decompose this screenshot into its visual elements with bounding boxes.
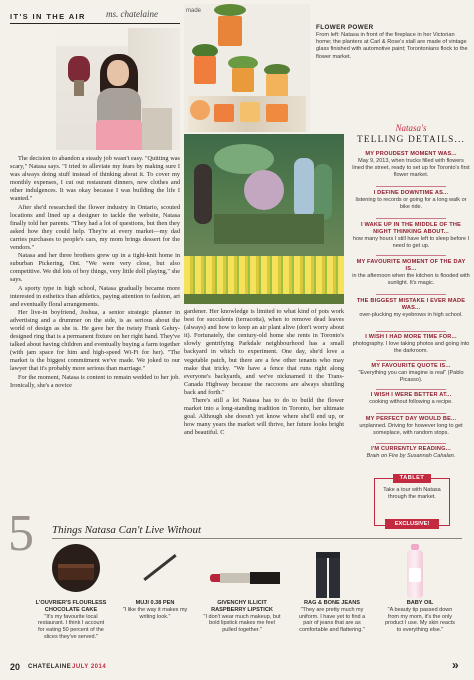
section-script-label: ms. chatelaine bbox=[106, 9, 158, 19]
product-description: "They are pretty much my uniform. I have yet to find a pair of jeans that are as comfortable and flattering." bbox=[298, 606, 366, 633]
lipstick-image bbox=[210, 566, 280, 588]
product-item bbox=[34, 600, 108, 640]
sidebar-item-body: in the afternoon when the kitchen is flooded with sunlight. It's magic. bbox=[352, 273, 470, 286]
product-item bbox=[294, 600, 370, 634]
sidebar-item bbox=[352, 416, 470, 437]
sidebar-item-heading: I'M CURRENTLY READING... bbox=[371, 446, 451, 452]
sidebar-divider bbox=[376, 443, 446, 444]
sidebar-item-heading: MY FAVOURITE QUOTE IS... bbox=[371, 363, 451, 369]
sidebar-divider bbox=[376, 331, 446, 332]
sidebar-divider bbox=[376, 218, 446, 219]
sidebar-item bbox=[352, 392, 470, 406]
sidebar-item-body: how many hours I still have left to sleep before I need to get up. bbox=[352, 236, 470, 249]
product-title: GIVENCHY ILLICIT RASPBERRY LIPSTICK bbox=[211, 600, 273, 613]
sidebar-item bbox=[352, 363, 470, 384]
product-description: "A beauty tip passed down from my mom, it's the only product I use. My skin reacts to everything else." bbox=[385, 606, 455, 633]
sidebar-item-heading: I DEFINE DOWNTIME AS... bbox=[373, 190, 449, 196]
sidebar-item-body: listening to records or going for a long walk or bike ride. bbox=[355, 197, 467, 210]
caption-body: From left: Natasa in front of the fireplace in her Victorian home; the planters at Carl & Rose's stall are made of vintage glass finished with automotive paint; Torontonians flock to the flower market. bbox=[316, 32, 468, 60]
product-title: RAG & BONE JEANS bbox=[304, 600, 360, 606]
sidebar-item-heading: MY PROUDEST MOMENT WAS... bbox=[365, 151, 457, 157]
planters-photo bbox=[184, 4, 310, 132]
product-title: L'OUVRIER'S FLOURLESS CHOCOLATE CAKE bbox=[35, 600, 107, 613]
portrait-photo bbox=[56, 28, 180, 150]
sidebar-item-body: "Everything you can imagine is real" (Pablo Picasso). bbox=[358, 370, 464, 383]
article-paragraph: There's still a lot Natasa has to do to build the flower market into a long-standing tradition in Toronto, her ultimate goal. Although she doesn't yet know where she'll end up, or how many years the market will thrive, her future looks bright and beautiful. C bbox=[184, 397, 344, 437]
article-paragraph: A sporty type in high school, Natasa gradually became more interested in esthetics than athletics, paying attention to fashion, art and eventually floral arrangements. bbox=[10, 284, 180, 308]
sidebar-item-heading: MY PERFECT DAY WOULD BE... bbox=[365, 416, 457, 422]
article-paragraph: For the moment, Natasa is content to remain wedded to her job. Ironically, she's a novice bbox=[10, 373, 180, 389]
article-paragraph: Her live-in boyfriend, Joshua, a senior strategic planner in advertising and a drummer on the side, is as serious about the world of design as she is. He gave her the twisty Frank Gehry-designed ring that is a permanent fixture on her right hand. They've talked about having children and eventually buying a farm together (with jam space for him and high-speed Wi-Fi for her). "The market is the biggest commitment we've made. We joked to our lawyer that it's probably more serious than marriage." bbox=[10, 308, 180, 373]
page-number: 20 bbox=[10, 662, 21, 672]
product-item bbox=[202, 600, 282, 634]
tablet-label: TABLET bbox=[393, 474, 431, 483]
small-label: made bbox=[186, 8, 202, 14]
product-item bbox=[382, 600, 458, 634]
sidebar-divider bbox=[376, 294, 446, 295]
sidebar-item bbox=[352, 259, 470, 287]
sidebar-divider bbox=[376, 389, 446, 390]
caption-title: FLOWER POWER bbox=[316, 24, 374, 31]
market-photo bbox=[184, 134, 344, 304]
sidebar-title: TELLING DETAILS... bbox=[356, 135, 466, 145]
things-divider bbox=[52, 538, 462, 539]
sidebar-item bbox=[352, 190, 470, 211]
sidebar-item bbox=[352, 446, 470, 460]
pen-image bbox=[143, 554, 176, 581]
tablet-callout[interactable] bbox=[374, 475, 450, 527]
section-header: IT'S IN THE AIR bbox=[10, 12, 86, 21]
product-description: "It's my favourite local restaurant. I think I account for eating 50 percent of the slices they've served." bbox=[37, 613, 105, 640]
tablet-body: Take a tour with Natasa through the market. bbox=[383, 487, 441, 500]
sidebar-item-body: May 9, 2013, when trucks filled with flowers lined the street, ready to set up for Toronto's first flower market. bbox=[352, 158, 470, 178]
sidebar-divider bbox=[376, 360, 446, 361]
jeans-image bbox=[316, 552, 340, 598]
sidebar-item bbox=[352, 222, 470, 250]
product-description: "I like the way it makes my writing look." bbox=[122, 606, 188, 620]
article-paragraph: After she'd researched the flower industry in Ontario, scouted locations and lined up a designer to tackle the website, Natasa finally told her parents. "They had a lot of questions, but then they asked how they could help. They're at every market—my dad carries purchases to people's cars, my mom brings dessert for the vendors." bbox=[10, 203, 180, 252]
sidebar-item-heading: I WISH I WERE BETTER AT... bbox=[370, 392, 452, 398]
article-paragraph: gardener. Her knowledge is limited to what kind of pots work best for succulents (terracotta), when to remove dead leaves (always) and how to keep an air plant alive (don't worry about it). Fortunately, the century-old home she rents in Toronto's slowly gentrifying Parkdale neighbourhood has a small backyard in which to experiment. One day, she'd love a vegetable patch, but there are a few other tenants who may make that tricky. "We have a fence that runs right along everyone's backyards, and we've nicknamed it the Trans-Canada Highway because the raccoons are always shuttling back and forth." bbox=[184, 308, 344, 396]
sidebar-item-body: photography. I love taking photos and going into the darkroom. bbox=[352, 341, 470, 354]
product-title: BABY OIL bbox=[406, 600, 434, 606]
product-item bbox=[122, 600, 188, 620]
baby-oil-image bbox=[404, 544, 426, 600]
article-paragraph: The decision to abandon a steady job wasn't easy. "Quitting was scary," Natasa says. "I tried to alleviate my fears by making sure I was always doing stuff instead of thinking about it. To cover my monthly expenses, I cut out restaurant dinners, new clothes and other indulgences. It was okay because I was building the life I wanted." bbox=[10, 155, 180, 203]
sidebar-script-title: Natasa's bbox=[395, 123, 427, 133]
sidebar-item-body: cooking without following a recipe. bbox=[369, 399, 453, 405]
sidebar-item bbox=[352, 151, 470, 179]
sidebar-item-heading: THE BIGGEST MISTAKE I EVER MADE WAS... bbox=[356, 298, 466, 311]
article-column-1 bbox=[10, 155, 180, 390]
article-paragraph: Natasa and her three brothers grew up in a tight-knit home in suburban Pickering, Ont. "We were very close, but also competitive. We did lots of boy things, very little doll playing," she says. bbox=[10, 252, 180, 284]
issue-date: JULY 2014 bbox=[72, 664, 107, 670]
photo-caption bbox=[316, 24, 470, 61]
header-divider bbox=[10, 23, 180, 24]
sidebar-item-body: unplanned. Driving for however long to get someplace, with random stops. bbox=[359, 423, 463, 436]
sidebar-divider bbox=[376, 186, 446, 187]
things-title: Things Natasa Can't Live Without bbox=[52, 524, 202, 536]
product-title: MUJI 0.38 PEN bbox=[135, 600, 175, 606]
article-column-2 bbox=[184, 308, 344, 438]
sidebar-item-heading: MY FAVOURITE MOMENT OF THE DAY IS... bbox=[356, 259, 466, 272]
sidebar-item-body: Brain on Fire by Susannah Cahalan. bbox=[366, 453, 456, 459]
next-page-arrow-icon[interactable]: » bbox=[452, 658, 459, 672]
sidebar-divider bbox=[376, 255, 446, 256]
sidebar-item-heading: I WAKE UP IN THE MIDDLE OF THE NIGHT THINKING ABOUT... bbox=[360, 222, 462, 235]
sidebar-divider bbox=[376, 413, 446, 414]
things-number: 5 bbox=[8, 505, 34, 562]
magazine-name: CHATELAINE bbox=[28, 664, 72, 670]
chocolate-cake-image bbox=[52, 544, 100, 592]
sidebar-item-heading: I WISH I HAD MORE TIME FOR... bbox=[365, 334, 457, 340]
sidebar-item bbox=[352, 334, 470, 355]
product-description: "I don't wear much makeup, but bold lipstick makes me feel pulled together." bbox=[203, 613, 281, 633]
sidebar-item bbox=[352, 298, 470, 319]
exclusive-badge: EXCLUSIVE! bbox=[385, 519, 439, 529]
sidebar-item-body: over-plucking my eyebrows in high school. bbox=[359, 312, 463, 318]
